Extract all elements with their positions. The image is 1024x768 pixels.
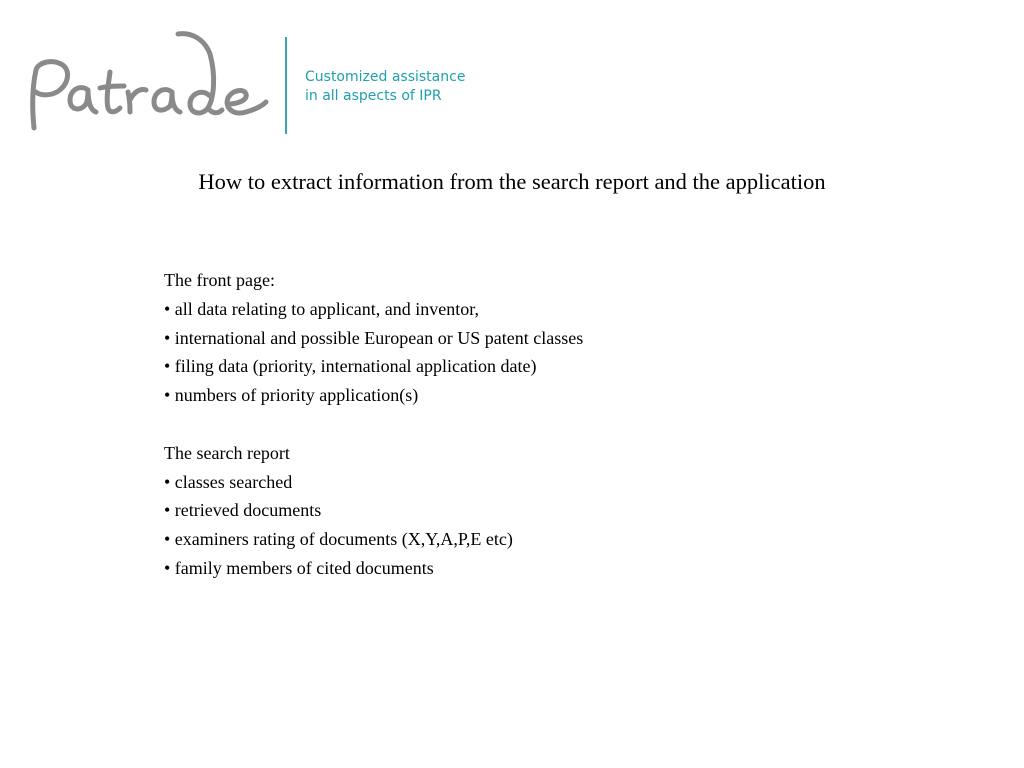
list-item: • examiners rating of documents (X,Y,A,P,E etc) xyxy=(164,529,513,550)
section-heading-search-report: The search report xyxy=(164,442,290,463)
list-item: • international and possible European or US patent classes xyxy=(164,327,584,348)
list-item: • numbers of priority application(s) xyxy=(164,385,419,406)
tagline-line-2: in all aspects of IPR xyxy=(305,88,442,104)
section-heading-front-page: The front page: xyxy=(164,270,275,290)
list-item: • all data relating to applicant, and inventor, xyxy=(164,298,479,319)
slide-body xyxy=(164,266,583,583)
brand-tagline xyxy=(305,68,465,106)
section-spacer xyxy=(164,410,583,439)
header-divider xyxy=(285,37,287,134)
patrade-logo xyxy=(24,28,272,136)
list-item: • filing data (priority, international application date) xyxy=(164,356,537,377)
patrade-signature-icon xyxy=(24,28,272,136)
tagline-line-1: Customized assistance xyxy=(305,69,466,85)
list-item: • family members of cited documents xyxy=(164,557,434,578)
slide-title: How to extract information from the search report and the application xyxy=(198,169,826,194)
list-item: • retrieved documents xyxy=(164,500,322,521)
list-item: • classes searched xyxy=(164,471,293,492)
